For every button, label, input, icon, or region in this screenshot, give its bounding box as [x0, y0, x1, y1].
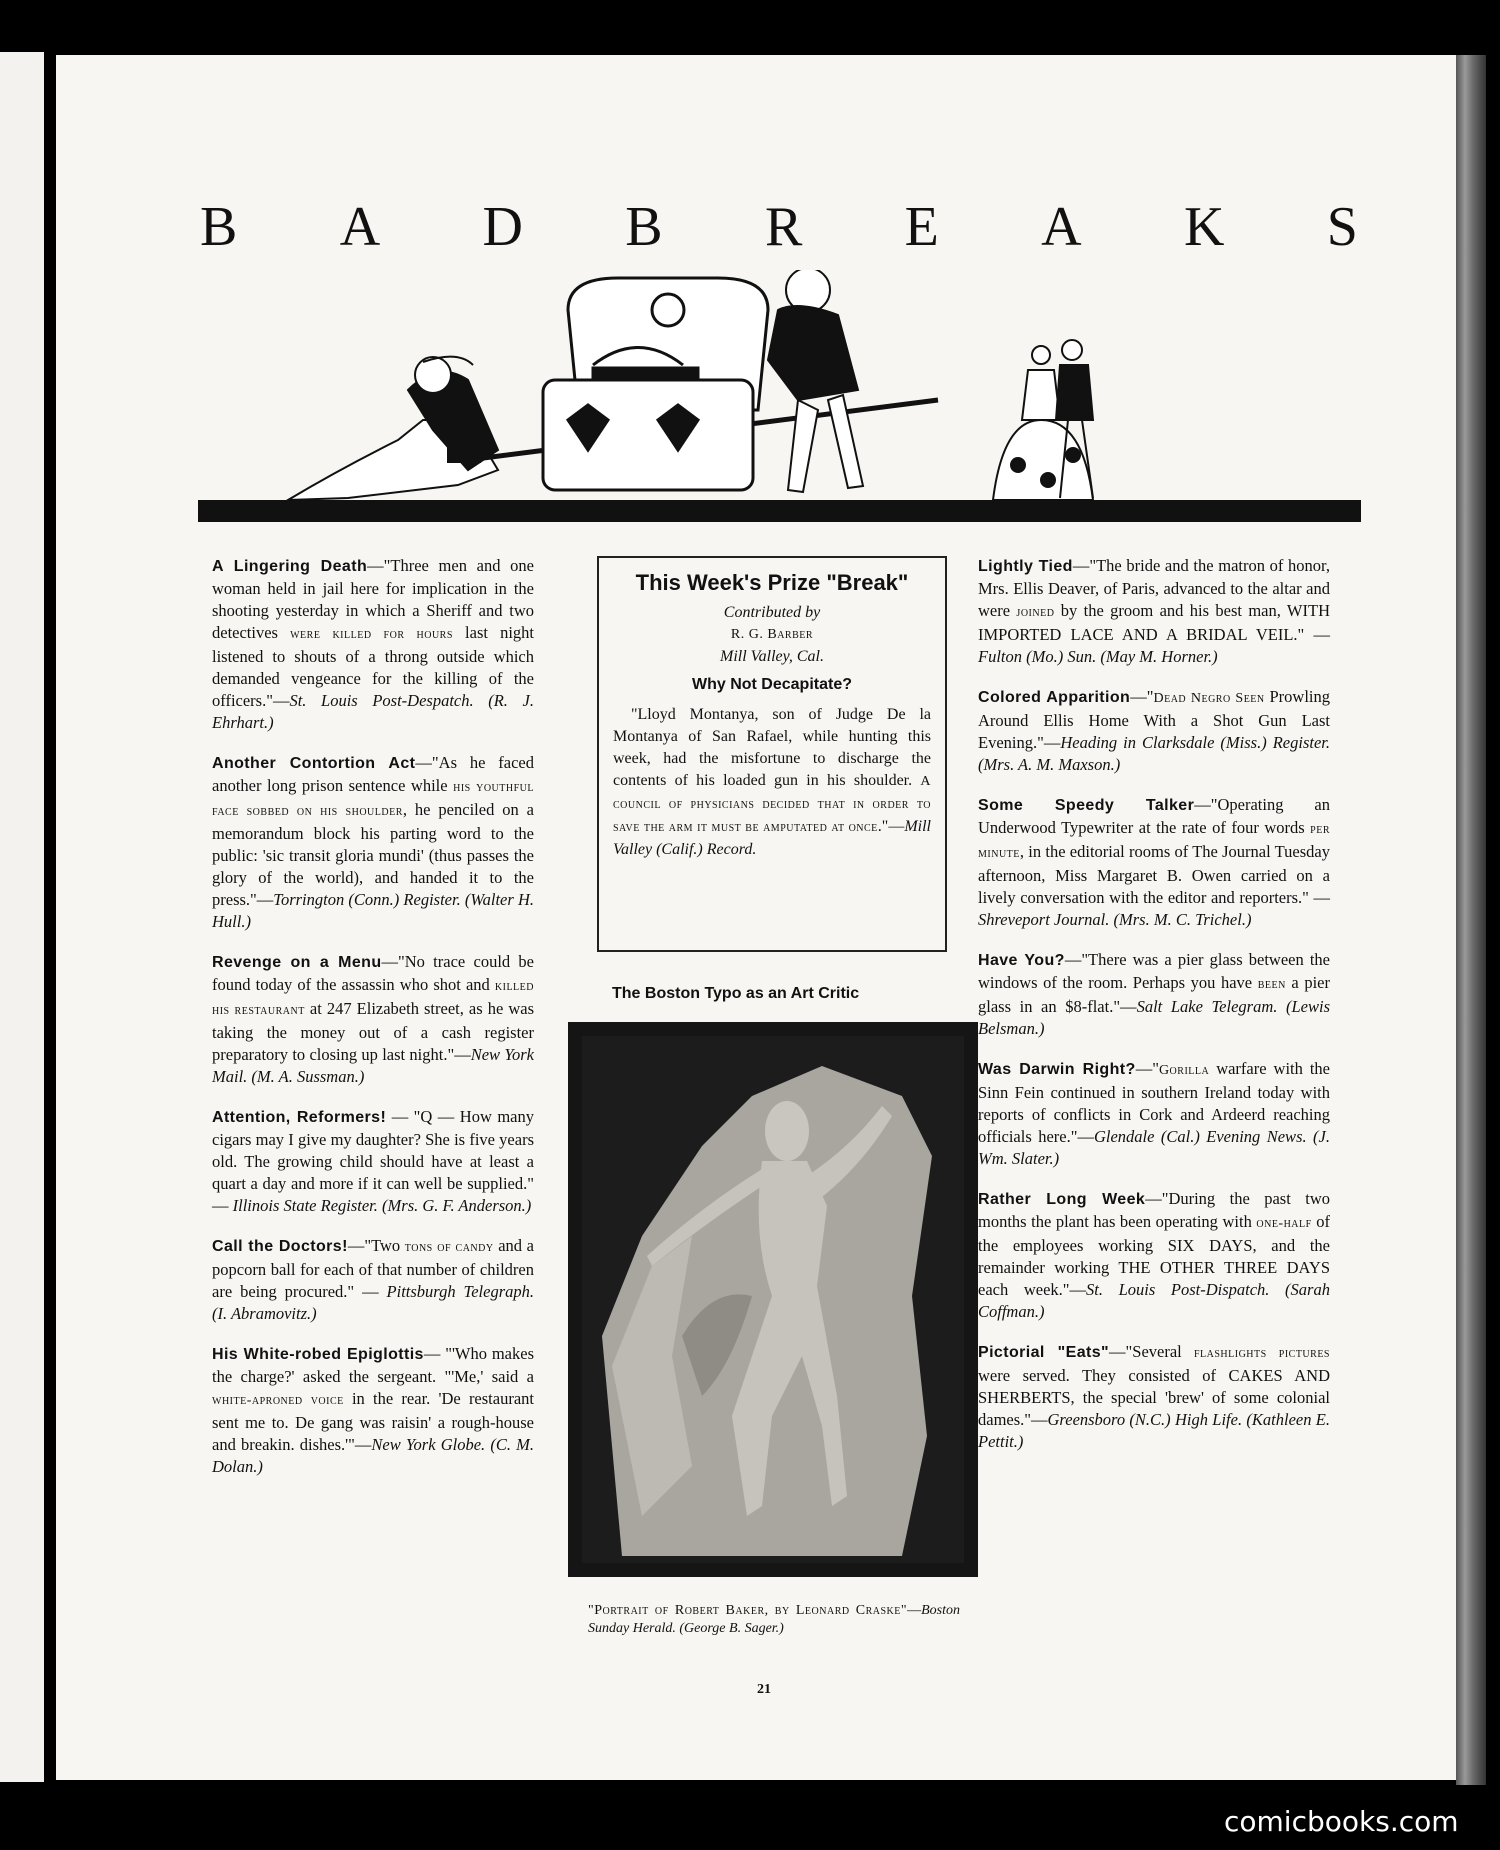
- item-text: of the employees working SIX DAYS, and the remainder working THE OTHER THREE DAYS each week."—: [978, 1212, 1330, 1299]
- prize-break-box: [597, 556, 947, 952]
- item-caps-text: were killed for hours: [290, 627, 453, 642]
- photo-heading: The Boston Typo as an Art Critic: [612, 985, 860, 1002]
- item-heading: Colored Apparition: [978, 689, 1131, 706]
- break-item: [978, 1341, 1330, 1453]
- item-heading: Call the Doctors!: [212, 1238, 348, 1255]
- item-text: — "'Who makes the charge?' asked the sergeant. "'Me,' said a: [212, 1344, 534, 1386]
- prize-heading: This Week's Prize "Break": [635, 570, 909, 595]
- item-text: —": [1135, 1059, 1159, 1078]
- page-title: [200, 195, 1360, 259]
- title-letter: D: [482, 196, 525, 258]
- item-text: —"During the past two months the plant has been operating with: [978, 1189, 1330, 1231]
- item-source: New York Globe.: [371, 1435, 486, 1454]
- item-heading: Another Contortion Act: [212, 755, 416, 772]
- item-credit: (Lewis Belsman.): [978, 997, 1330, 1038]
- item-caps-text: killed his restaurant: [212, 979, 534, 1018]
- item-heading: Attention, Reformers!: [212, 1109, 387, 1126]
- item-source: Greensboro (N.C.) High Life.: [1047, 1410, 1243, 1429]
- item-source: St. Louis Post-Despatch.: [289, 691, 474, 710]
- item-source: Torrington (Conn.) Register.: [273, 890, 461, 909]
- item-text: —"The bride and the matron of honor, Mrs. Ellis Deaver, of Paris, advanced to the altar and were: [978, 556, 1330, 620]
- break-item: [978, 1188, 1330, 1323]
- item-text: —": [1130, 687, 1154, 706]
- item-credit: (Kathleen E. Pettit.): [978, 1410, 1330, 1451]
- item-text: by the groom and his best man, WITH IMPORTED LACE AND A BRIDAL VEIL." —: [978, 601, 1330, 644]
- break-item: [978, 1058, 1330, 1170]
- break-item: [978, 555, 1330, 668]
- page-stack-edge: [1456, 55, 1486, 1785]
- title-letter: B: [200, 196, 240, 258]
- title-letter: S: [1326, 196, 1360, 258]
- item-caps-text: one-half: [1256, 1216, 1312, 1231]
- prize-contributed-label: Contributed by: [723, 604, 821, 621]
- page-number: 21: [757, 1682, 771, 1697]
- item-heading: Some Speedy Talker: [978, 797, 1195, 814]
- relief-sculpture-image: [582, 1036, 964, 1563]
- item-source: Pittsburgh Telegraph.: [386, 1282, 534, 1301]
- item-heading: Rather Long Week: [978, 1191, 1146, 1208]
- item-credit: (M. A. Sussman.): [247, 1067, 365, 1086]
- item-credit: (Mrs. G. F. Anderson.): [377, 1196, 532, 1215]
- item-credit: (Walter H. Hull.): [212, 890, 534, 931]
- title-letter: E: [904, 196, 941, 258]
- item-text: at 247 Elizabeth street, as he was taking the money out of a cash register preparatory to closing up last night."—: [212, 999, 534, 1064]
- title-letter: R: [764, 196, 805, 258]
- prize-contributor-place: Mill Valley, Cal.: [720, 648, 824, 665]
- title-letter: A: [1041, 196, 1084, 258]
- left-column: [212, 555, 534, 1496]
- fallen-porter-figure: [288, 357, 498, 500]
- item-source: Salt Lake Telegram.: [1136, 997, 1278, 1016]
- break-item: [212, 1343, 534, 1478]
- item-text: warfare with the Sinn Fein continued in southern Ireland today with reports of conflicts in Cork and Ardeerd reaching officials here."—: [978, 1059, 1330, 1146]
- item-text: —"Three men and one woman held in jail here for implication in the shooting yesterday in which a Sheriff and two detectives: [212, 556, 534, 642]
- item-text: —"No trace could be found today of the assassin who shot and: [212, 952, 534, 994]
- item-text: Prowling Around Ellis Home With a Shot Gun Last Evening."—: [978, 687, 1330, 752]
- item-heading: Have You?: [978, 952, 1065, 969]
- item-text: —"Operating an Underwood Typewriter at the rate of four words: [978, 795, 1330, 837]
- item-text: were served. They consisted of CAKES AND SHERBERTS, the special 'brew' of some colonial dames."—: [978, 1366, 1330, 1429]
- item-credit: (May M. Horner.): [1096, 647, 1218, 666]
- item-text: in the rear. 'De restaurant sent me to. De gang was raisin' a rough-house and breakin. dishes.'"—: [212, 1389, 534, 1454]
- break-item: [978, 949, 1330, 1040]
- relief-photo: [568, 1022, 978, 1577]
- item-heading: A Lingering Death: [212, 558, 368, 575]
- item-credit: (Mrs. M. C. Trichel.): [1109, 910, 1252, 929]
- item-text: —"Two: [347, 1236, 405, 1255]
- item-credit: (J. Wm. Slater.): [978, 1127, 1330, 1168]
- title-letter: K: [1183, 196, 1227, 258]
- site-watermark: comicbooks.com: [1224, 1805, 1459, 1838]
- item-caps-text: Dead Negro Seen: [1153, 691, 1265, 706]
- item-credit: (I. Abramovitz.): [212, 1304, 317, 1323]
- standing-porter-figure: [768, 270, 863, 492]
- right-column: [978, 555, 1330, 1471]
- item-caps-text: tons of candy: [404, 1240, 494, 1255]
- item-heading: His White-robed Epiglottis: [212, 1346, 424, 1363]
- item-source: New York Mail.: [212, 1045, 534, 1086]
- break-item: [212, 1235, 534, 1325]
- break-item: [212, 752, 534, 933]
- item-heading: Lightly Tied: [978, 558, 1073, 575]
- item-credit: (Mrs. A. M. Maxson.): [978, 755, 1121, 774]
- item-caps-text: joined: [1016, 605, 1055, 620]
- item-source: Glendale (Cal.) Evening News.: [1093, 1127, 1307, 1146]
- sedan-chair: [543, 278, 768, 490]
- item-source: St. Louis Post-Dispatch.: [1086, 1280, 1270, 1299]
- prize-text: "Lloyd Montanya, son of Judge De la Montanya of San Rafael, while hunting this week, had the misfortune to discharge the contents of his loaded gun in his shoulder. A council of physicians decided that in order to save the arm it must be amputated at once."—Mill Valley (Calif.) Record.: [613, 706, 931, 858]
- item-credit: (Sarah Coffman.): [978, 1280, 1330, 1321]
- item-caps-text: flashlights pictures: [1193, 1346, 1330, 1361]
- item-caps-text: per minute: [978, 822, 1330, 861]
- item-heading: Revenge on a Menu: [212, 954, 382, 971]
- item-caps-text: his youthful face sobbed on his shoulder: [212, 780, 534, 819]
- item-text: , he penciled on a memorandum block his parting word to the public: 'sic transit gloria mundi' (thus passes the glory of the world), and handed it to the press."—: [212, 800, 534, 909]
- item-text: —"As he faced another long prison sentence while: [212, 753, 534, 795]
- title-letter: A: [339, 196, 383, 258]
- break-item: [978, 794, 1330, 931]
- item-heading: Pictorial "Eats": [978, 1344, 1110, 1361]
- item-text: , in the editorial rooms of The Journal Tuesday afternoon, Miss Margaret B. Owen carried on a lively conversation with the editor and reporters." —: [978, 842, 1330, 907]
- item-source: Illinois State Register.: [232, 1196, 378, 1215]
- break-item: [212, 1106, 534, 1217]
- item-text: a pier glass in an $8-flat."—: [978, 973, 1330, 1016]
- break-item: [212, 951, 534, 1088]
- item-caps-text: Gorilla: [1158, 1063, 1210, 1078]
- item-text: —"There was a pier glass between the windows of the room. Perhaps you have: [978, 950, 1330, 992]
- item-credit: (C. M. Dolan.): [212, 1435, 534, 1476]
- break-item: [978, 686, 1330, 776]
- break-item: [212, 555, 534, 734]
- item-text: —"Several: [1109, 1342, 1194, 1361]
- sedan-chair-illustration: [198, 270, 1361, 525]
- item-source: Heading in Clarksdale (Miss.) Register.: [1060, 733, 1330, 752]
- lady-figures: [993, 340, 1093, 500]
- item-credit: (R. J. Ehrhart.): [212, 691, 534, 732]
- prize-contributor-name: R. G. Barber: [730, 627, 814, 642]
- item-heading: Was Darwin Right?: [978, 1061, 1136, 1078]
- prize-subheading: Why Not Decapitate?: [691, 676, 852, 693]
- item-caps-text: been: [1257, 977, 1286, 992]
- previous-page-edge: [0, 52, 44, 1782]
- item-source: Shreveport Journal.: [978, 910, 1110, 929]
- item-text: — "Q — How many cigars may I give my daughter? She is five years old. The growing child should have at least a quart a day and more if it can well be supplied." —: [212, 1107, 535, 1215]
- item-caps-text: white-aproned voice: [212, 1393, 344, 1408]
- ground-bar: [198, 500, 1361, 522]
- title-letter: B: [625, 196, 665, 258]
- item-text: last night listened to shouts of a throng outside which demanded vengeance for the killing of the officers."—: [212, 623, 534, 710]
- item-source: Fulton (Mo.) Sun.: [978, 647, 1097, 666]
- item-text: and a popcorn ball for each of that number of children are being procured." —: [212, 1236, 534, 1301]
- photo-caption: "Portrait of Robert Baker, by Leonard Craske"—Boston Sunday Herald. (George B. Sager.): [588, 1603, 960, 1636]
